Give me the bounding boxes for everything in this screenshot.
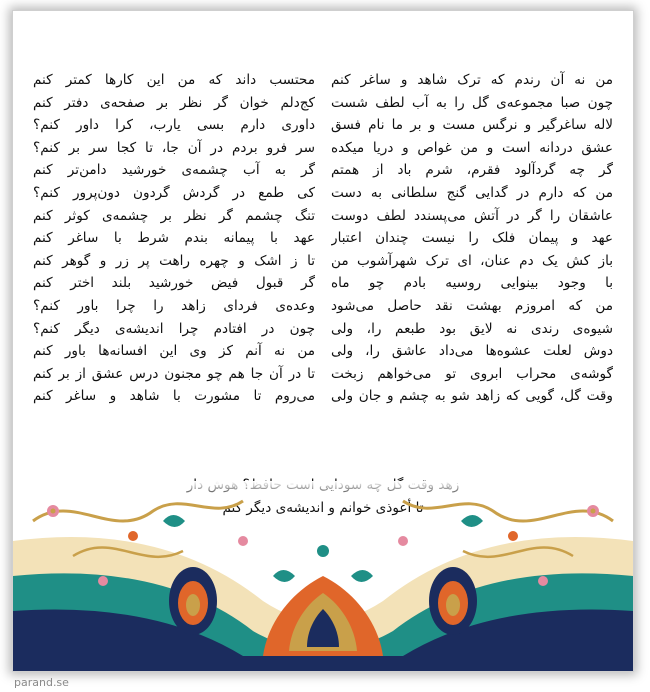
- left-column: [33, 69, 315, 408]
- final-verse-line: تا أعوذی خوانم و اندیشه‌ی دیگر کنم: [222, 499, 424, 516]
- verse-line: عهد و پیمان فلک را نیست چندان اعتبار: [331, 230, 613, 247]
- verse-line: سر فرو بردم در آن جا، تا کجا سر بر کنم؟: [33, 139, 315, 156]
- poem-frame: [12, 10, 634, 672]
- watermark: parand.se: [14, 676, 69, 689]
- verse-line: محتسب داند که من این کارها کمتر کنم: [33, 72, 315, 88]
- verse-line: عشق دردانه است و من غواص و دریا میکده: [331, 139, 613, 156]
- verse-line: گر قبول فیض خورشید بلند اختر کنم: [33, 275, 315, 292]
- verse-line: من نه آنم کز وی این افسانه‌ها باور کنم: [33, 343, 315, 360]
- verse-line: با وجود بینوایی روسیه بادم چو ماه: [331, 275, 613, 292]
- verse-line: کج‌دلم خوان گر نظر بر صفحه‌ی دفتر کنم: [33, 94, 315, 111]
- right-column: [331, 69, 613, 408]
- verse-line: تا ز اشک و چهره راهت پر زر و گوهر کنم: [33, 252, 315, 269]
- verse-line: شیوه‌ی رندی نه لایق بود طبعم را، ولی: [331, 320, 613, 337]
- verse-line: دوش لعلت عشوه‌ها می‌داد عاشق را، ولی: [331, 343, 613, 360]
- verse-line: من نه آن رندم که ترک شاهد و ساغر کنم: [331, 72, 613, 88]
- verse-line: گوشه‌ی محراب ابروی تو می‌خواهم زبخت: [331, 365, 613, 382]
- verse-line: وقت گل، گویی که زاهد شو به چشم و جان ولی: [331, 388, 613, 405]
- verse-line: کی طمع در گردش گردون دون‌پرور کنم؟: [33, 184, 315, 201]
- verse-line: تا در آن جا هم چو مجنون درس عشق از بر کنم: [33, 365, 315, 382]
- verse-line: می‌روم تا مشورت با شاهد و ساغر کنم: [33, 388, 315, 405]
- verse-line: وعده‌ی فردای زاهد را چرا باور کنم؟: [33, 297, 315, 314]
- verse-line: عهد با پیمانه بندم شرط با ساغر کنم: [33, 230, 315, 247]
- verse-line: باز کش یک دم عنان، ای ترک شهرآشوب من: [331, 252, 613, 269]
- persian-ornament: [13, 481, 633, 671]
- poem-body: [33, 69, 613, 516]
- verse-line: چون صبا مجموعه‌ی گل را به آب لطف شست: [331, 94, 613, 111]
- verse-line: گر چه گردآلود فقرم، شرم باد از همتم: [331, 162, 613, 179]
- verse-line: داوری دارم بسی یارب، کرا داور کنم؟: [33, 117, 315, 134]
- verse-line: من که امروزم بهشت نقد حاصل می‌شود: [331, 297, 613, 314]
- verse-line: تنگ چشمم گر نظر بر چشمه‌ی کوثر کنم: [33, 207, 315, 224]
- verse-line: عاشقان را گر در آتش می‌پسندد لطف دوست: [331, 207, 613, 224]
- verse-line: چون در افتادم چرا اندیشه‌ی دیگر کنم؟: [33, 320, 315, 337]
- verse-line: لاله ساغرگیر و نرگس مست و بر ما نام فسق: [331, 117, 613, 134]
- verse-line: گر به آب چشمه‌ی خورشید دامن‌تر کنم: [33, 162, 315, 179]
- verse-line: من که دارم در گدایی گنج سلطانی به دست: [331, 184, 613, 201]
